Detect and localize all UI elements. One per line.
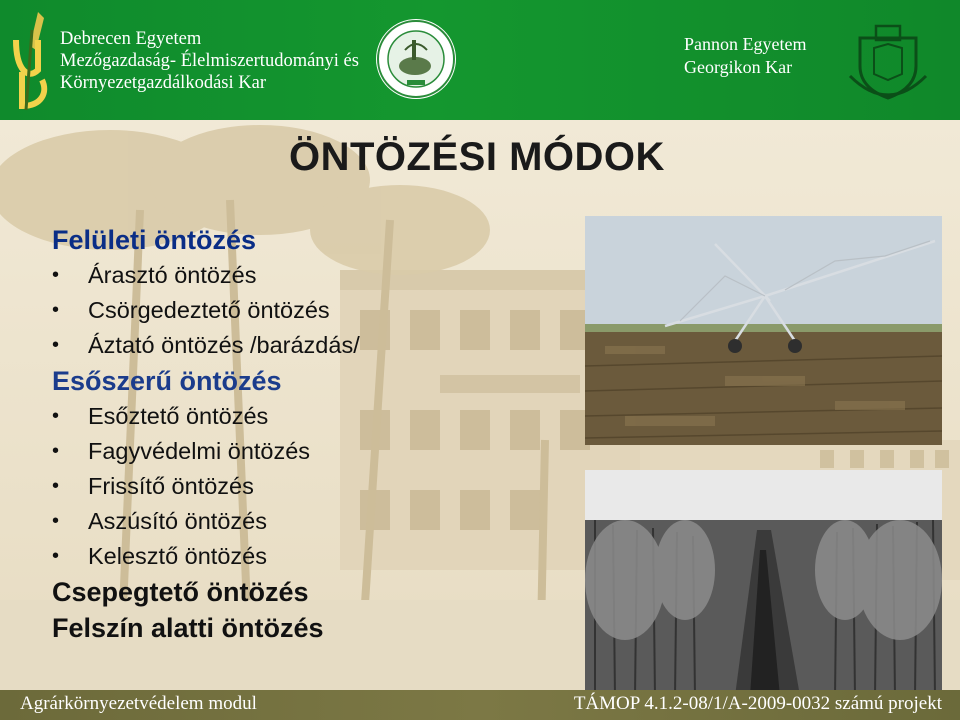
slide-title: ÖNTÖZÉSI MÓDOK xyxy=(289,135,665,179)
partner-line-2: Georgikon Kar xyxy=(684,57,793,77)
pannon-crest-icon xyxy=(846,18,930,102)
ud-logo-icon xyxy=(8,10,54,114)
faculty-line-1: Debrecen Egyetem xyxy=(60,29,202,49)
partner-line-1: Pannon Egyetem xyxy=(684,34,807,54)
list-item: • Aszúsító öntözés xyxy=(52,504,572,539)
section-heading: Esőszerű öntözés xyxy=(52,366,282,396)
project-id: TÁMOP 4.1.2-08/1/A-2009-0032 számú projekt xyxy=(573,693,942,714)
university-seal-icon xyxy=(375,18,457,100)
faculty-line-2: Mezőgazdaság- Élelmiszertudományi és xyxy=(60,51,359,71)
list-item: • Kelesztő öntözés xyxy=(52,539,572,574)
header-band xyxy=(0,0,960,120)
list-item: • Frissítő öntözés xyxy=(52,469,572,504)
irrigation-methods-list xyxy=(52,222,572,646)
furrow-irrigation-cornfield-photo xyxy=(585,470,942,696)
partner-name xyxy=(684,33,806,79)
footer-band xyxy=(0,690,960,720)
faculty-name xyxy=(60,28,359,94)
list-item: • Esőztető öntözés xyxy=(52,399,572,434)
list-item: • Fagyvédelmi öntözés xyxy=(52,434,572,469)
faculty-line-3: Környezetgazdálkodási Kar xyxy=(60,73,266,93)
section-heading: Csepegtető öntözés xyxy=(52,577,309,607)
list-item: • Árasztó öntözés xyxy=(52,258,572,293)
module-name: Agrárkörnyezetvédelem modul xyxy=(20,693,257,714)
section-heading: Felületi öntözés xyxy=(52,225,257,255)
list-item: • Áztató öntözés /barázdás/ xyxy=(52,328,572,363)
center-pivot-irrigation-photo xyxy=(585,216,942,445)
section-heading: Felszín alatti öntözés xyxy=(52,613,324,643)
list-item: • Csörgedeztető öntözés xyxy=(52,293,572,328)
